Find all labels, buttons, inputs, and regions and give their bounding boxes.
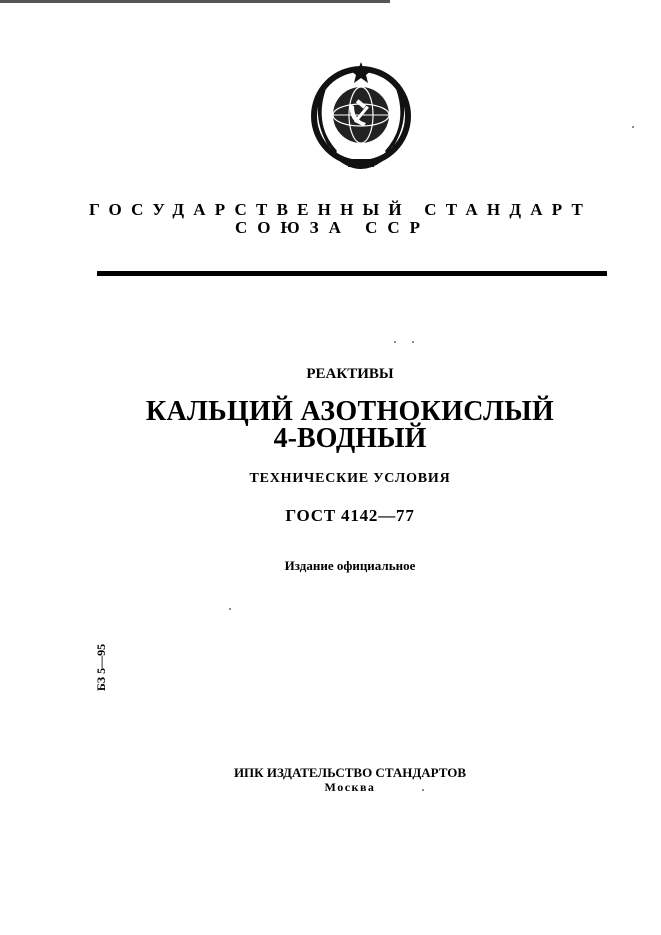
scan-speck bbox=[229, 608, 231, 610]
publisher-city: Москва bbox=[324, 780, 376, 794]
header-line-2: СОЮЗА ССР bbox=[234, 218, 431, 237]
scan-speck bbox=[422, 789, 424, 791]
ussr-state-emblem-icon bbox=[304, 60, 418, 178]
header-line-1: ГОСУДАРСТВЕННЫЙ СТАНДАРТ bbox=[88, 200, 593, 219]
horizontal-rule bbox=[97, 271, 607, 276]
document-title-line-2: 4-ВОДНЫЙ bbox=[273, 423, 427, 454]
edition-note: Издание официальное bbox=[284, 558, 416, 573]
scan-speck bbox=[394, 341, 396, 343]
standard-number: ГОСТ 4142—77 bbox=[285, 506, 415, 525]
scan-speck bbox=[412, 341, 414, 343]
document-category: РЕАКТИВЫ bbox=[306, 366, 394, 382]
scan-speck bbox=[632, 126, 634, 128]
document-subtitle: ТЕХНИЧЕСКИЕ УСЛОВИЯ bbox=[249, 471, 451, 486]
side-code: БЗ 5—95 bbox=[94, 643, 109, 692]
document-title-line-1: КАЛЬЦИЙ АЗОТНОКИСЛЫЙ bbox=[145, 396, 555, 427]
publisher-name: ИПК ИЗДАТЕЛЬСТВО СТАНДАРТОВ bbox=[233, 765, 467, 780]
top-scan-edge bbox=[0, 0, 390, 3]
